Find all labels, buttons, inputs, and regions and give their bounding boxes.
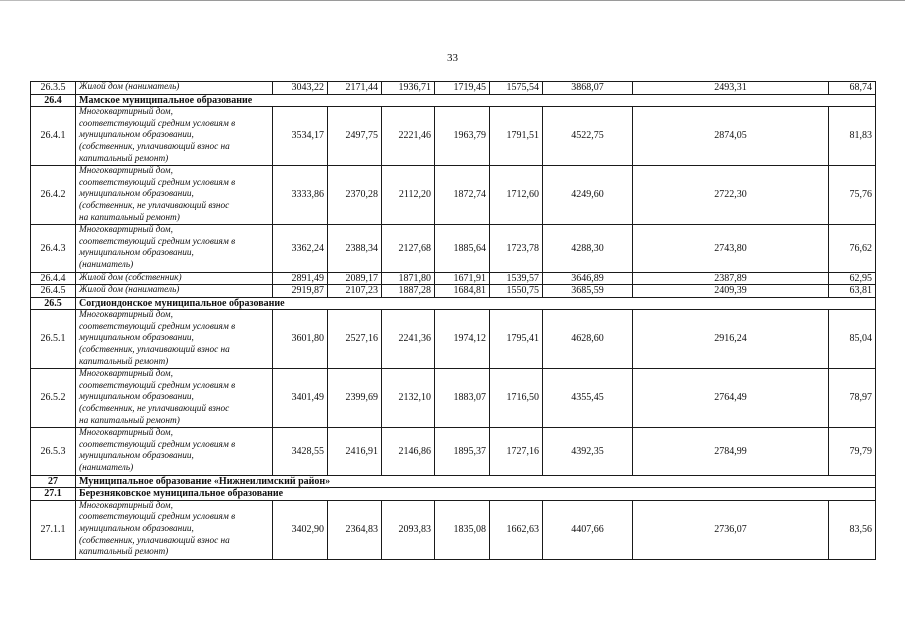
section-title: Мамское муниципальное образование: [76, 94, 876, 107]
section-header-row: [31, 488, 876, 501]
value-cell: 2784,99: [633, 428, 829, 475]
value-cell: 4407,66: [543, 500, 633, 559]
value-cell: 2527,16: [328, 310, 382, 369]
description-line: Многоквартирный дом,: [79, 225, 173, 236]
value-cell: 2221,46: [382, 107, 435, 166]
description-line: капитальный ремонт): [79, 547, 169, 558]
value-cell: 1835,08: [435, 500, 490, 559]
row-code: 26.4: [31, 94, 76, 107]
description-line: капитальный ремонт): [79, 153, 169, 164]
description-line: соответствующий средним условиям в: [79, 321, 236, 332]
description-line: соответствующий средним условиям в: [79, 118, 236, 129]
description-line: Многоквартирный дом,: [79, 428, 173, 439]
description-line: (наниматель): [79, 463, 134, 473]
housing-type-description: [76, 166, 273, 225]
description-line: капитальный ремонт): [79, 356, 169, 367]
description-line: на капитальный ремонт): [79, 415, 180, 426]
value-cell: 79,79: [829, 428, 876, 475]
value-cell: 2493,31: [633, 82, 829, 95]
value-cell: 1671,91: [435, 272, 490, 285]
value-cell: 1883,07: [435, 369, 490, 428]
description-line: соответствующий средним условиям в: [79, 380, 236, 391]
value-cell: 1871,80: [382, 272, 435, 285]
value-cell: 2916,24: [633, 310, 829, 369]
value-cell: 2743,80: [633, 225, 829, 272]
value-cell: 1684,81: [435, 285, 490, 298]
row-code: 26.4.2: [31, 166, 76, 225]
housing-type-description: [76, 107, 273, 166]
value-cell: 3534,17: [273, 107, 328, 166]
value-cell: 3868,07: [543, 82, 633, 95]
value-cell: 1974,12: [435, 310, 490, 369]
description-line: (собственник, не уплачивающий взнос: [79, 404, 230, 415]
housing-type-description: Жилой дом (собственник): [76, 272, 273, 285]
description-line: (собственник, уплачивающий взнос на: [79, 141, 230, 152]
value-cell: 1712,60: [490, 166, 543, 225]
housing-type-description: [76, 369, 273, 428]
row-code: 26.5.1: [31, 310, 76, 369]
value-cell: 2874,05: [633, 107, 829, 166]
value-cell: 3601,80: [273, 310, 328, 369]
value-cell: 62,95: [829, 272, 876, 285]
value-cell: 4522,75: [543, 107, 633, 166]
value-cell: 2409,39: [633, 285, 829, 298]
value-cell: 3685,59: [543, 285, 633, 298]
value-cell: 1662,63: [490, 500, 543, 559]
value-cell: 3428,55: [273, 428, 328, 475]
value-cell: 3362,24: [273, 225, 328, 272]
housing-type-description: [76, 310, 273, 369]
value-cell: 76,62: [829, 225, 876, 272]
value-cell: 2132,10: [382, 369, 435, 428]
value-cell: 1723,78: [490, 225, 543, 272]
value-cell: 1550,75: [490, 285, 543, 298]
value-cell: 2171,44: [328, 82, 382, 95]
value-cell: 3043,22: [273, 82, 328, 95]
value-cell: 1887,28: [382, 285, 435, 298]
description-line: Многоквартирный дом,: [79, 500, 173, 511]
value-cell: 2241,36: [382, 310, 435, 369]
description-line: муниципальном образовании,: [79, 189, 194, 200]
value-cell: 1795,41: [490, 310, 543, 369]
section-header-row: [31, 475, 876, 488]
value-cell: 1575,54: [490, 82, 543, 95]
description-line: (собственник, уплачивающий взнос на: [79, 535, 230, 546]
description-line: на капитальный ремонт): [79, 212, 180, 223]
description-line: соответствующий средним условиям в: [79, 236, 236, 247]
value-cell: 1895,37: [435, 428, 490, 475]
value-cell: 78,97: [829, 369, 876, 428]
value-cell: 2764,49: [633, 369, 829, 428]
row-code: 26.4.1: [31, 107, 76, 166]
table-row: [31, 285, 876, 298]
housing-type-description: [76, 225, 273, 272]
value-cell: 1791,51: [490, 107, 543, 166]
table-row: [31, 369, 876, 428]
row-code: 26.5.2: [31, 369, 76, 428]
description-line: (наниматель): [79, 259, 134, 270]
housing-type-description: [76, 428, 273, 475]
table-row: [31, 225, 876, 272]
description-line: муниципальном образовании,: [79, 130, 194, 141]
row-code: 26.4.3: [31, 225, 76, 272]
value-cell: 2399,69: [328, 369, 382, 428]
value-cell: 3401,49: [273, 369, 328, 428]
row-code: 27.1.1: [31, 500, 76, 559]
value-cell: 81,83: [829, 107, 876, 166]
row-code: 27.1: [31, 488, 76, 501]
section-title: Березняковское муниципальное образование: [76, 488, 876, 501]
description-line: соответствующий средним условиям в: [79, 512, 236, 523]
value-cell: 3646,89: [543, 272, 633, 285]
value-cell: 1719,45: [435, 82, 490, 95]
value-cell: 4249,60: [543, 166, 633, 225]
description-line: муниципальном образовании,: [79, 523, 194, 534]
description-line: муниципальном образовании,: [79, 392, 194, 403]
row-code: 26.3.5: [31, 82, 76, 95]
page-number: 33: [447, 52, 458, 64]
section-header-row: [31, 297, 876, 310]
value-cell: 1885,64: [435, 225, 490, 272]
value-cell: 2127,68: [382, 225, 435, 272]
value-cell: 2089,17: [328, 272, 382, 285]
value-cell: 2146,86: [382, 428, 435, 475]
tariff-table: [30, 81, 876, 560]
value-cell: 1539,57: [490, 272, 543, 285]
value-cell: 68,74: [829, 82, 876, 95]
value-cell: 1716,50: [490, 369, 543, 428]
row-code: 26.4.4: [31, 272, 76, 285]
value-cell: 1727,16: [490, 428, 543, 475]
description-line: муниципальном образовании,: [79, 248, 194, 259]
value-cell: 4288,30: [543, 225, 633, 272]
value-cell: 2891,49: [273, 272, 328, 285]
table-row: [31, 166, 876, 225]
value-cell: 2112,20: [382, 166, 435, 225]
housing-type-description: [76, 500, 273, 559]
value-cell: 2388,34: [328, 225, 382, 272]
value-cell: 2387,89: [633, 272, 829, 285]
value-cell: 2497,75: [328, 107, 382, 166]
section-title: Муниципальное образование «Нижнеилимский район»: [76, 475, 876, 488]
value-cell: 1963,79: [435, 107, 490, 166]
description-line: (собственник, уплачивающий взнос на: [79, 345, 230, 356]
value-cell: 2370,28: [328, 166, 382, 225]
value-cell: 2722,30: [633, 166, 829, 225]
housing-type-description: Жилой дом (наниматель): [76, 82, 273, 95]
value-cell: 2919,87: [273, 285, 328, 298]
scan-edge-line: [60, 0, 905, 1]
table-body: [31, 82, 876, 560]
value-cell: 4392,35: [543, 428, 633, 475]
value-cell: 3333,86: [273, 166, 328, 225]
value-cell: 2416,91: [328, 428, 382, 475]
description-line: Многоквартирный дом,: [79, 166, 173, 177]
value-cell: 2736,07: [633, 500, 829, 559]
value-cell: 83,56: [829, 500, 876, 559]
value-cell: 2364,83: [328, 500, 382, 559]
row-code: 26.5.3: [31, 428, 76, 475]
value-cell: 85,04: [829, 310, 876, 369]
table-row: [31, 272, 876, 285]
description-line: Многоквартирный дом,: [79, 369, 173, 380]
section-title: Согдиондонское муниципальное образование: [76, 297, 876, 310]
value-cell: 2107,23: [328, 285, 382, 298]
value-cell: 1872,74: [435, 166, 490, 225]
value-cell: 63,81: [829, 285, 876, 298]
description-line: соответствующий средним условиям в: [79, 177, 236, 188]
description-line: Многоквартирный дом,: [79, 310, 173, 321]
description-line: Многоквартирный дом,: [79, 107, 173, 118]
value-cell: 3402,90: [273, 500, 328, 559]
value-cell: 4628,60: [543, 310, 633, 369]
description-line: (собственник, не уплачивающий взнос: [79, 200, 230, 211]
description-line: муниципальном образовании,: [79, 451, 194, 462]
table-row: [31, 82, 876, 95]
value-cell: 75,76: [829, 166, 876, 225]
table-row: [31, 310, 876, 369]
table-row: [31, 107, 876, 166]
value-cell: 2093,83: [382, 500, 435, 559]
description-line: соответствующий средним условиям в: [79, 439, 236, 450]
housing-type-description: Жилой дом (наниматель): [76, 285, 273, 298]
table-row: [31, 428, 876, 475]
row-code: 27: [31, 475, 76, 488]
section-header-row: [31, 94, 876, 107]
scan-edge-line-left: [0, 0, 70, 1]
value-cell: 4355,45: [543, 369, 633, 428]
row-code: 26.5: [31, 297, 76, 310]
table-row: [31, 500, 876, 559]
row-code: 26.4.5: [31, 285, 76, 298]
description-line: муниципальном образовании,: [79, 333, 194, 344]
value-cell: 1936,71: [382, 82, 435, 95]
